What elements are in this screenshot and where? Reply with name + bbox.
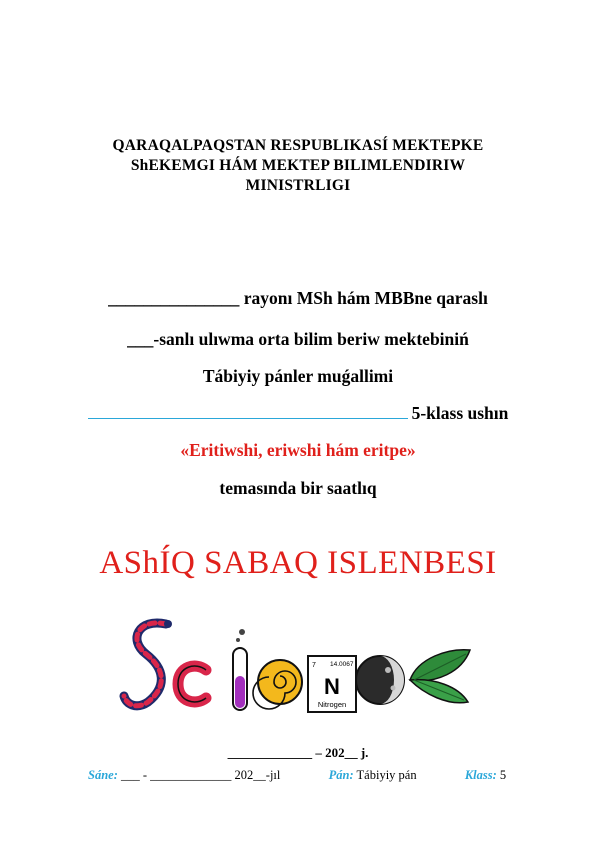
class-text: 5-klass ushın: [411, 403, 509, 423]
district-line: _______________ rayonı MSh hám MBBne qaraslı: [108, 288, 488, 308]
date-line: _____________ – 202__ j.: [227, 745, 369, 760]
subject-value: Tábiyiy pán: [356, 768, 417, 782]
date-value: ___ - _____________ 202__-jıl: [121, 768, 281, 782]
test-tube-icon: [233, 629, 247, 710]
nitrogen-element-icon: [308, 656, 356, 712]
leaf-icon: [410, 650, 470, 703]
ammonite-shell-icon: [253, 660, 302, 709]
element-number: 7: [312, 662, 316, 669]
teacher-name-blank: [88, 404, 408, 419]
atomic-mass: 14.0067: [330, 661, 354, 668]
date-label: Sáne:: [88, 768, 118, 782]
moon-icon: [356, 656, 404, 704]
element-name: Nitrogen: [317, 700, 347, 709]
element-symbol: N: [324, 674, 340, 699]
dna-s-icon: [124, 620, 172, 706]
ministry-line-3: MINISTRLIGI: [245, 177, 351, 194]
subject-label: Pán:: [328, 768, 354, 782]
footer: [88, 768, 528, 783]
class-label: Klass:: [464, 768, 497, 782]
school-line: ___-sanlı ulıwma orta bilim beriw mektebiniń: [127, 329, 469, 349]
ministry-line-2: ShEKEMGI HÁM MEKTEP BILIMLENDIRIW: [130, 157, 466, 174]
teacher-line: Tábiyiy pánler muǵallimi: [202, 366, 394, 386]
ministry-line-1: QARAQALPAQSTAN RESPUBLIKASÍ MEKTEPKE: [112, 137, 484, 154]
class-line: [0, 403, 596, 424]
science-logo: [118, 610, 478, 720]
topic-suffix: temasında bir saatlıq: [219, 478, 377, 498]
page-title: AShÍQ SABAQ ISLENBESI: [99, 545, 497, 581]
topic: «Eritiwshi, eriwshi hám eritpe»: [180, 440, 416, 460]
class-value: 5: [499, 768, 507, 782]
ministry-header: [0, 136, 596, 196]
